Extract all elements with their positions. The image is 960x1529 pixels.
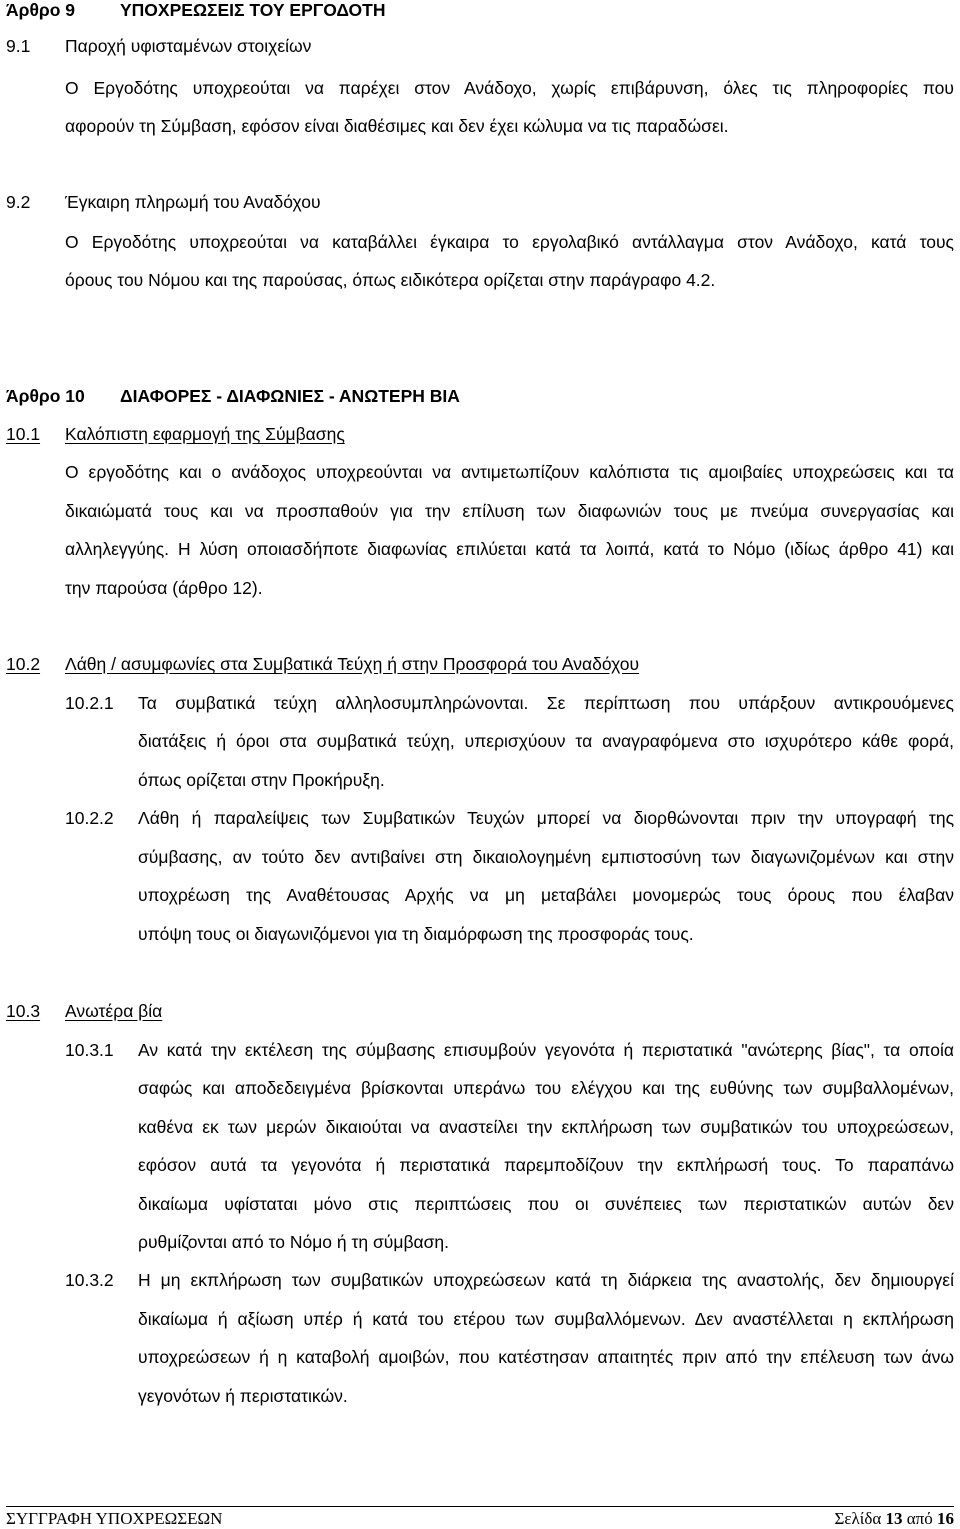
item-10-2-2-number: 10.2.2: [65, 808, 114, 828]
footer-of-word: από: [906, 1509, 933, 1528]
section-9-2-title: Έγκαιρη πληρωμή του Αναδόχου: [65, 192, 321, 212]
section-10-1-line-3: αλληλεγγύης. Η λύση οποιασδήποτε διαφωνίας επιλύεται κατά τα λοιπά, κατά το Νόμο (ιδίως άρθρο 41) και: [65, 539, 954, 559]
section-10-3-number: 10.3: [6, 1001, 41, 1021]
section-9-1-line-2: αφορούν τη Σύμβαση, εφόσον είναι διαθέσιμες και δεν έχει κώλυμα να τις παραδώσει.: [65, 116, 729, 136]
footer-page-word: Σελίδα: [834, 1509, 882, 1528]
section-9-1-number: 9.1: [6, 36, 31, 56]
item-10-3-1-line-1: Αν κατά την εκτέλεση της σύμβασης επισυμβούν γεγονότα ή περιστατικά "ανώτερης βίας", τα οποία: [138, 1040, 954, 1060]
section-10-1-line-4: την παρούσα (άρθρο 12).: [65, 578, 263, 598]
section-9-2-line-1: Ο Εργοδότης υποχρεούται να καταβάλλει έγκαιρα το εργολαβικό αντάλλαγμα στον Ανάδοχο, κατά τους: [65, 232, 954, 252]
item-10-3-2-line-1: Η μη εκπλήρωση των συμβατικών υποχρεώσεων κατά τη διάρκεια της αναστολής, δεν δημιουργεί: [138, 1270, 954, 1290]
article-10-label: Άρθρο 10: [6, 386, 85, 406]
footer-divider: [6, 1506, 954, 1507]
section-9-2-number: 9.2: [6, 192, 31, 212]
item-10-3-1-line-2: σαφώς και αποδεδειγμένα βρίσκονται υπεράνω του ελέγχου και της ευθύνης των συμβαλλομένων,: [138, 1078, 954, 1098]
item-10-2-2-line-4: υπόψη τους οι διαγωνιζόμενοι για τη διαμόρφωση της προσφοράς τους.: [138, 924, 694, 944]
item-10-3-2-line-3: υποχρεώσεων ή η καταβολή αμοιβών, που κατέστησαν απαιτητές πριν από την επέλευση των άνω: [138, 1347, 954, 1367]
item-10-3-1-line-3: καθένα εκ των μερών δικαιούται να αναστείλει την εκπλήρωση των συμβατικών του υποχρεώσεων,: [138, 1117, 954, 1137]
article-9-label: Άρθρο 9: [6, 0, 76, 20]
item-10-3-2-line-2: δικαίωμα ή αξίωση υπέρ ή κατά του ετέρου των συμβαλλόμενων. Δεν αναστέλλεται η εκπλήρωση: [138, 1309, 954, 1329]
section-10-2-number: 10.2: [6, 654, 41, 674]
item-10-3-1-line-6: ρυθμίζονται από το Νόμο ή τη σύμβαση.: [138, 1232, 450, 1252]
item-10-2-1-line-3: όπως ορίζεται στην Προκήρυξη.: [138, 770, 385, 790]
item-10-3-2-number: 10.3.2: [65, 1270, 114, 1290]
section-10-1-line-1: Ο εργοδότης και ο ανάδοχος υποχρεούνται να αντιμετωπίζουν καλόπιστα τις αμοιβαίες υποχρεώσεις και τα: [65, 462, 954, 482]
item-10-2-2-line-1: Λάθη ή παραλείψεις των Συμβατικών Τευχών μπορεί να διορθώνονται πριν την υπογραφή της: [138, 808, 954, 828]
article-10-title: ΔΙΑΦΟΡΕΣ - ΔΙΑΦΩΝΙΕΣ - ΑΝΩΤΕΡΗ ΒΙΑ: [120, 386, 460, 406]
item-10-2-2-line-3: υποχρέωση της Αναθέτουσας Αρχής να μη μεταβάλει μονομερώς τους όρους που έλαβαν: [138, 885, 954, 905]
section-10-1-title: Καλόπιστη εφαρμογή της Σύμβασης: [65, 424, 345, 444]
item-10-2-1-line-1: Τα συμβατικά τεύχη αλληλοσυμπληρώνονται. Σε περίπτωση που υπάρξουν αντικρουόμενες: [138, 693, 954, 713]
item-10-2-1-number: 10.2.1: [65, 693, 114, 713]
item-10-3-1-line-4: εφόσον αυτά τα γεγονότα ή περιστατικά παρεμποδίζουν την εκπλήρωσή τους. Το παραπάνω: [138, 1155, 954, 1175]
section-9-1-line-1: Ο Εργοδότης υποχρεούται να παρέχει στον Ανάδοχο, χωρίς επιβάρυνση, όλες τις πληροφορίες που: [65, 78, 954, 98]
section-10-3-title: Ανωτέρα βία: [65, 1001, 163, 1021]
footer-page-indicator: [834, 1509, 954, 1529]
article-9-title: ΥΠΟΧΡΕΩΣΕΙΣ ΤΟΥ ΕΡΓΟΔΟΤΗ: [120, 0, 386, 20]
item-10-3-1-line-5: δικαίωμα υφίσταται μόνο στις περιπτώσεις που οι συνέπειες των περιστατικών αυτών δεν: [138, 1194, 954, 1214]
footer-page-number: 13: [885, 1509, 903, 1528]
section-10-1-number: 10.1: [6, 424, 41, 444]
item-10-2-1-line-2: διατάξεις ή όροι στα συμβατικά τεύχη, υπερισχύουν τα αναγραφόμενα στο ισχυρότερο κάθε φορά,: [138, 731, 954, 751]
footer-document-title: ΣΥΓΓΡΑΦΗ ΥΠΟΧΡΕΩΣΕΩΝ: [6, 1509, 223, 1528]
item-10-3-1-number: 10.3.1: [65, 1040, 114, 1060]
section-9-2-line-2: όρους του Νόμου και της παρούσας, όπως ειδικότερα ορίζεται στην παράγραφο 4.2.: [65, 270, 716, 290]
footer-page-total: 16: [937, 1509, 954, 1528]
item-10-3-2-line-4: γεγονότων ή περιστατικών.: [138, 1386, 348, 1406]
section-10-2-title: Λάθη / ασυμφωνίες στα Συμβατικά Τεύχη ή στην Προσφορά του Αναδόχου: [65, 654, 640, 674]
section-9-1-title: Παροχή υφισταμένων στοιχείων: [65, 36, 312, 56]
item-10-2-2-line-2: σύμβασης, αν τούτο δεν αντιβαίνει στη δικαιολογημένη εμπιστοσύνη των διαγωνιζομένων και στην: [138, 847, 954, 867]
section-10-1-line-2: δικαιώματά τους και να προσπαθούν για την επίλυση των διαφωνιών τους με πνεύμα συνεργασίας και: [65, 501, 954, 521]
